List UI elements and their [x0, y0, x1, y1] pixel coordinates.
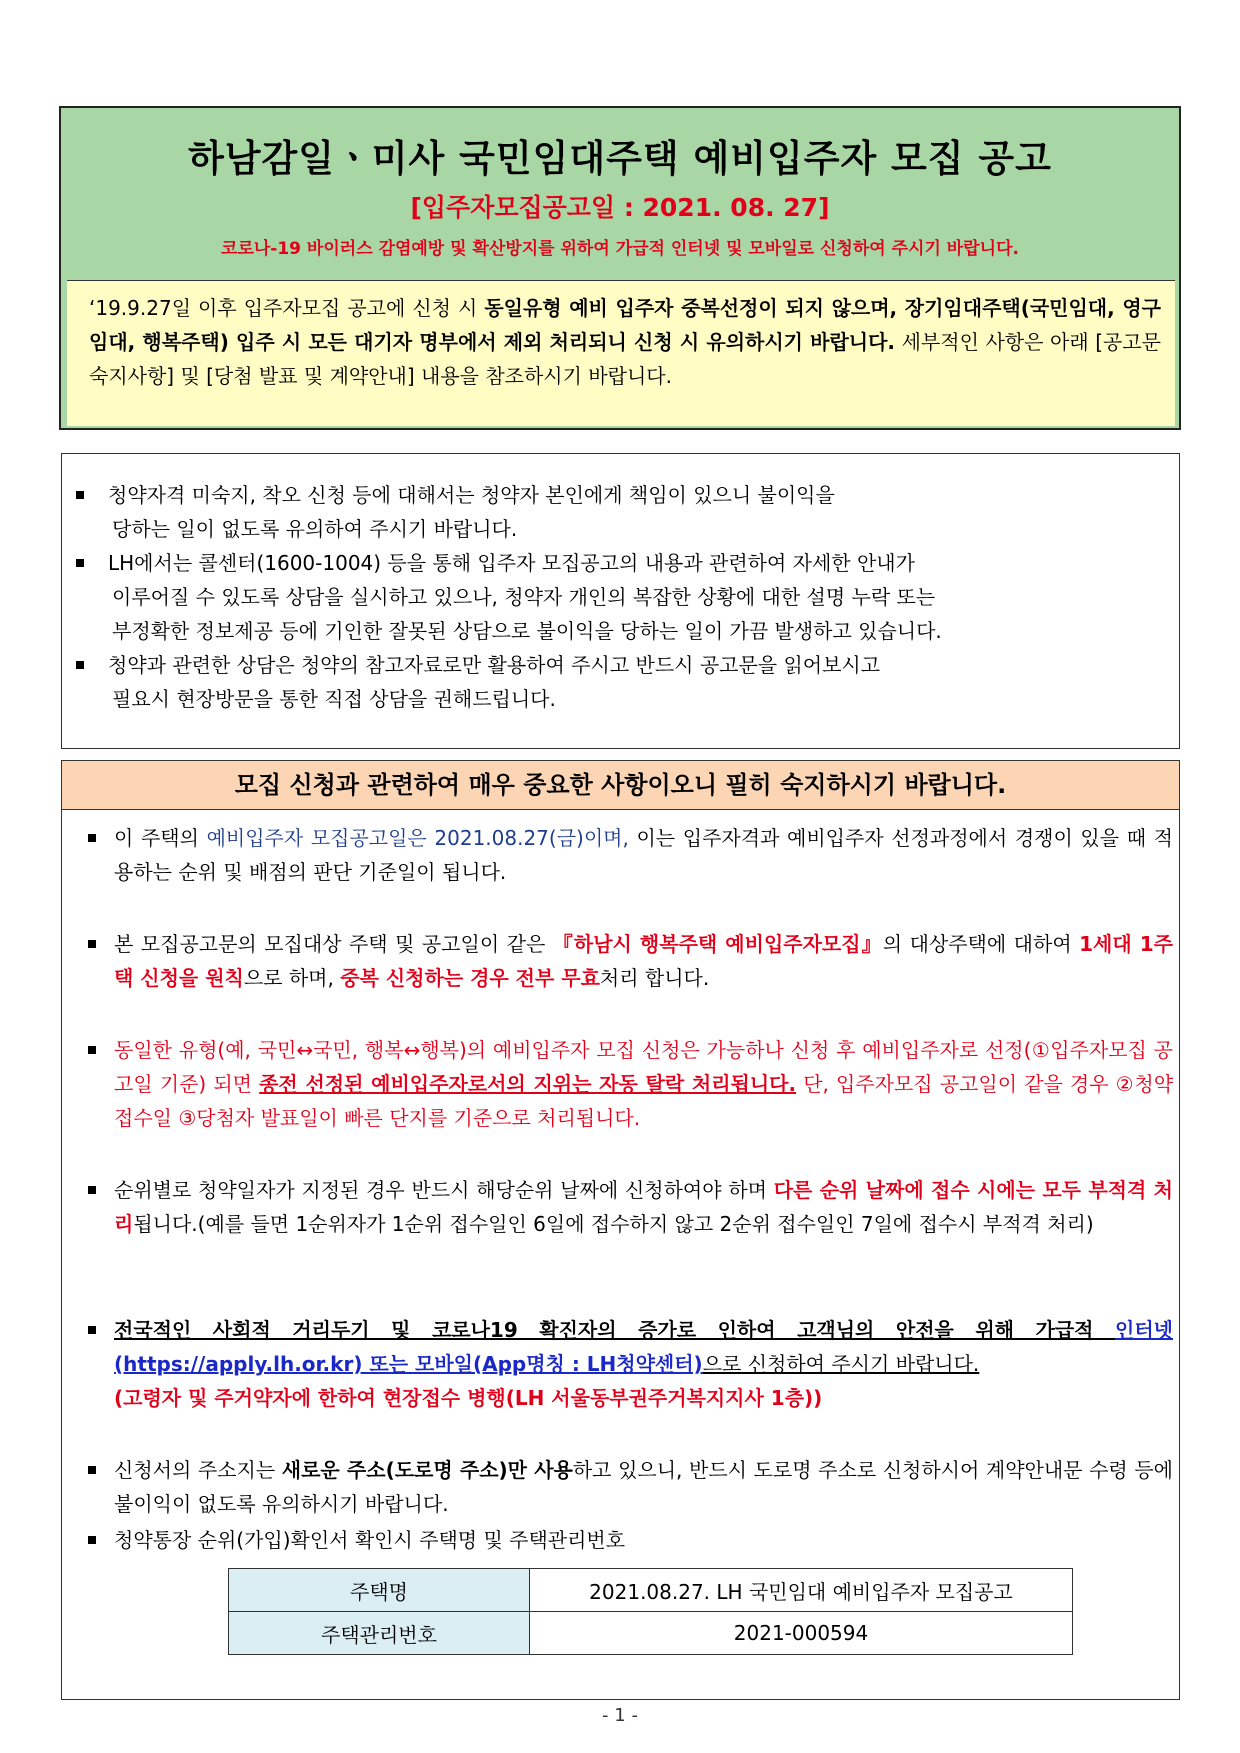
list-item	[88, 1173, 1173, 1241]
important-box	[61, 760, 1180, 1700]
bullet-icon	[88, 1536, 96, 1544]
apply-link[interactable]: 인터넷 (https://apply.lh.or.kr) 또는 모바일(App명칭 : LH청약센터)	[114, 1318, 1173, 1376]
list-item-line: 당하는 일이 없도록 유의하여 주시기 바랍니다.	[112, 517, 518, 541]
item-text: 동일한 유형(예, 국민↔국민, 행복↔행복)의 예비입주자 모집 신청은 가능하나 신청 후 예비입주자로 선정(①입주자모집 공고일 기준) 되면	[114, 1038, 1173, 1096]
list-item	[88, 1033, 1173, 1135]
header-box	[59, 106, 1181, 430]
item-text: 단, 입주자모집 공고일이 같을 경우 ②청약 접수일 ③당첨자 발표일이 빠른 단지를 기준으로 처리됩니다.	[114, 1072, 1174, 1130]
announcement-date: [입주자모집공고일 : 2021. 08. 27]	[410, 193, 830, 222]
item-text: 이는 입주자격과 예비입주자 선정과정에서 경쟁이 있을 때 적용하는 순위 및 배점의 판단 기준일이 됩니다.	[114, 826, 1173, 884]
page-title: 하남감일ㆍ미사 국민임대주택 예비입주자 모집 공고	[188, 137, 1052, 180]
list-item	[76, 546, 1165, 648]
list-item	[76, 478, 1165, 546]
item-text: 으로 하며,	[243, 966, 341, 990]
item-highlight: 다른 순위 날짜에 접수 시에는 모두 부적격 처리	[114, 1178, 1174, 1236]
item-highlight: 새로운 주소(도로명 주소)만 사용	[281, 1458, 573, 1482]
caution-box	[61, 453, 1180, 749]
item-highlight: 1세대 1주택 신청을 원칙	[114, 932, 1174, 990]
item-highlight: 종전 선정된 예비입주자로서의 지위는 자동 탈락 처리됩니다.	[259, 1072, 797, 1096]
list-item-line: 이루어질 수 있도록 상담을 실시하고 있으나, 청약자 개인의 복잡한 상황에 대한 설명 누락 또는	[112, 585, 936, 609]
item-highlight: (고령자 및 주거약자에 한하여 현장접수 병행(LH 서울동부권주거복지지사 1층))	[114, 1386, 823, 1410]
item-text: 이 주택의	[114, 826, 207, 850]
item-text: 청약통장 순위(가입)확인서 확인시 주택명 및 주택관리번호	[114, 1528, 626, 1552]
item-text: 하고 있으니, 반드시 도로명 주소로 신청하시어 계약안내문 수령 등에 불이익이 없도록 유의하시기 바랍니다.	[114, 1458, 1173, 1516]
item-text: 됩니다.(예를 들면 1순위자가 1순위 접수일인 6일에 접수하지 않고 2순위 접수일인 7일에 접수시 부적격 처리)	[133, 1212, 1094, 1236]
list-item-line: LH에서는 콜센터(1600-1004) 등을 통해 입주자 모집공고의 내용과 관련하여 자세한 안내가	[108, 551, 915, 575]
bullet-icon	[76, 559, 84, 567]
list-item-line: 청약자격 미숙지, 착오 신청 등에 대해서는 청약자 본인에게 책임이 있으니 불이익을	[108, 483, 835, 507]
list-item	[76, 648, 1165, 716]
list-item	[88, 821, 1173, 889]
table-header-cell: 주택관리번호	[229, 1612, 530, 1655]
bullet-icon	[88, 834, 96, 842]
table-row	[229, 1612, 1073, 1655]
bullet-icon	[88, 1466, 96, 1474]
item-text: 의 대상주택에 대하여	[882, 932, 1080, 956]
bullet-icon	[88, 1046, 96, 1054]
list-item	[88, 1313, 1173, 1415]
table-cell: 2021.08.27. LH 국민임대 예비입주자 모집공고	[530, 1569, 1073, 1612]
bullet-icon	[88, 1186, 96, 1194]
list-item	[88, 927, 1173, 995]
item-text: 신청서의 주소지는	[114, 1458, 282, 1482]
item-text: 으로 신청하여 주시기 바랍니다.	[702, 1352, 980, 1376]
list-item-line: 부정확한 정보제공 등에 기인한 잘못된 상담으로 불이익을 당하는 일이 가끔 발생하고 있습니다.	[112, 619, 942, 643]
table-header-cell: 주택명	[229, 1569, 530, 1612]
bullet-icon	[76, 491, 84, 499]
item-text: 순위별로 청약일자가 지정된 경우 반드시 해당순위 날짜에 신청하여야 하며	[114, 1178, 774, 1202]
bullet-icon	[76, 661, 84, 669]
list-item	[88, 1523, 1173, 1557]
covid-notice: 코로나-19 바이러스 감염예방 및 확산방지를 위하여 가급적 인터넷 및 모바일로 신청하여 주시기 바랍니다.	[221, 239, 1019, 259]
list-item	[88, 1453, 1173, 1521]
item-highlight: 예비입주자 모집공고일은 2021.08.27(금)이며,	[206, 826, 629, 850]
table-row	[229, 1569, 1073, 1612]
housing-info-table	[228, 1568, 1073, 1655]
notice-bold-text: 동일유형 예비 입주자 중복선정이 되지 않으며, 장기임대주택(국민임대, 영구임대, 행복주택) 입주 시 모든 대기자 명부에서 제외 처리되니 신청 시 유의하시기 바랍니다.	[89, 296, 1161, 354]
page-number: - 1 -	[602, 1705, 638, 1726]
list-item-line: 필요시 현장방문을 통한 직접 상담을 권해드립니다.	[112, 687, 556, 711]
item-highlight: 중복 신청하는 경우 전부 무효	[340, 966, 600, 990]
important-banner: 모집 신청과 관련하여 매우 중요한 사항이오니 필히 숙지하시기 바랍니다.	[62, 761, 1179, 810]
item-text: 전국적인 사회적 거리두기 및 코로나19 확진자의 증가로 인하여 고객님의 안전을 위해 가급적	[114, 1318, 1116, 1342]
bullet-icon	[88, 1326, 96, 1334]
notice-text-2: 세부적인 사항은 아래 [공고문 숙지사항] 및 [당첨 발표 및 계약안내] 내용을 참조하시기 바랍니다.	[89, 330, 1161, 388]
list-item-line: 청약과 관련한 상담은 청약의 참고자료로만 활용하여 주시고 반드시 공고문을 읽어보시고	[108, 653, 881, 677]
notice-text: ‘19.9.27일 이후 입주자모집 공고에 신청 시	[89, 296, 485, 320]
bullet-icon	[88, 940, 96, 948]
item-text: 본 모집공고문의 모집대상 주택 및 공고일이 같은	[114, 932, 553, 956]
table-cell: 2021-000594	[530, 1612, 1073, 1655]
item-text: 처리 합니다.	[599, 966, 710, 990]
item-highlight: 『하남시 행복주택 예비입주자모집』	[552, 932, 883, 956]
duplicate-selection-notice	[67, 280, 1175, 426]
